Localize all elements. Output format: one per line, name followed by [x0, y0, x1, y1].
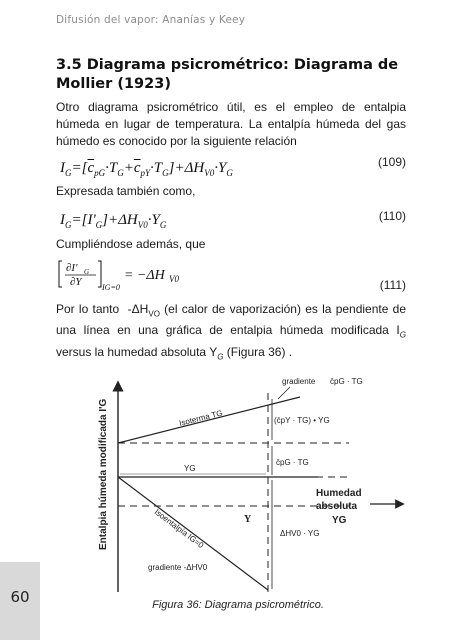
p4-end: (Figura 36) .: [223, 344, 293, 359]
svg-text:= −ΔH: = −ΔH: [124, 268, 165, 283]
paragraph-cumpliendose: Cumpliéndose además, que: [56, 237, 206, 251]
equation-111: [58, 257, 198, 297]
isoentalpia-label: Isoentalpía IG=0: [152, 507, 206, 551]
bracket-mid-label: c̄pG · TG: [276, 458, 309, 467]
mollier-diagram: [94, 370, 424, 595]
yg-label: YG: [184, 464, 196, 473]
p4-sub: VO: [148, 309, 160, 319]
bracket-lower-label: ΔHV0 · YG: [280, 529, 320, 538]
page-margin-strip: [0, 0, 40, 640]
svg-text:∂Y: ∂Y: [70, 276, 82, 288]
equation-110: $I_G=[I'_G]+\Delta H_{V0}\cdot Y_G$: [60, 212, 167, 230]
p4-sub3: G: [217, 352, 224, 362]
svg-text:∂I': ∂I': [66, 262, 78, 274]
svg-text:V0: V0: [169, 274, 179, 284]
bracket-upper-label: (c̄pY · TG) • YG: [274, 416, 330, 425]
y-axis-label: Entalpia húmeda modificada I'G: [98, 398, 109, 550]
paragraph-expresada: Expresada también como,: [56, 184, 196, 198]
x-axis-label-1: Humedad: [316, 488, 362, 499]
p4-mid: versus la humedad absoluta Y: [56, 344, 218, 359]
section-title: 3.5 Diagrama psicrométrico: Diagrama de Mollier (1923): [56, 57, 399, 92]
p4-sub2: G: [399, 330, 406, 340]
page-number: 60: [10, 588, 30, 606]
x-axis-label-2: absoluta: [316, 501, 358, 512]
gradiente-top-formula: c̄pG · TG: [330, 377, 363, 386]
y-label: Y: [244, 514, 252, 525]
gradiente-top-label: gradiente: [282, 377, 316, 386]
p4-post: (el calor de vaporización) es la pendiente de una línea en una gráfica de entalpia húmeda modificada I: [56, 302, 406, 338]
equation-number-110: (110): [378, 209, 406, 223]
running-head: Difusión del vapor: Ananías y Keey: [56, 14, 246, 26]
x-axis-label-3: YG: [332, 515, 347, 526]
equation-number-111: (111): [379, 278, 406, 292]
isotherm-label: Isoterma TG: [178, 408, 224, 428]
equation-109: $I_G=[\overline{c}_{pG}\cdot T_G+\overline{c}_{pY}\cdot T_G]+\Delta H_{V0}\cdot Y_G$: [60, 160, 233, 178]
p4-sym: -ΔH: [127, 302, 149, 316]
gradiente-bottom-label: gradiente -ΔHV0: [148, 563, 208, 572]
svg-text:IG=0: IG=0: [102, 283, 120, 292]
paragraph-intro: Otro diagrama psicrométrico útil, es el empleo de entalpia húmeda en lugar de temperatura. La entalpía húmeda del gas húmedo es conocido por la siguiente relación: [56, 100, 406, 148]
svg-text:G: G: [84, 268, 90, 276]
p4-pre: Por lo tanto: [56, 302, 120, 316]
equation-number-109: (109): [377, 155, 406, 169]
paragraph-conclusion: [56, 301, 406, 365]
figure-caption: Figura 36: Diagrama psicrométrico.: [152, 599, 324, 611]
